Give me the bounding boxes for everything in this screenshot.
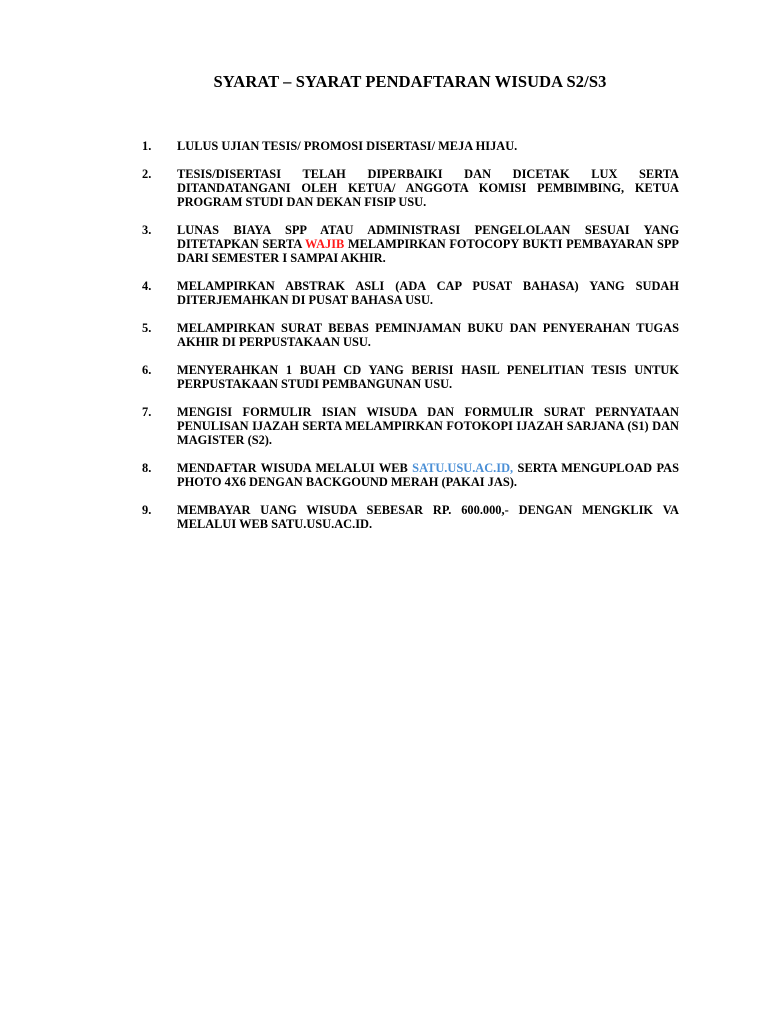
item-text: MENYERAHKAN 1 BUAH CD YANG BERISI HASIL PENELITIAN TESIS UNTUK PERPUSTAKAAN STUDI PEMBANGUNAN USU. [177, 363, 679, 391]
item-text-before: MENDAFTAR WISUDA MELALUI WEB [177, 461, 413, 475]
item-text: MENGISI FORMULIR ISIAN WISUDA DAN FORMULIR SURAT PERNYATAAN PENULISAN IJAZAH SERTA MELAMPIRKAN FOTOKOPI IJAZAH SARJANA (S1) DAN MAGISTER (S2). [177, 405, 679, 447]
item-number: 4. [142, 279, 152, 293]
list-item [142, 503, 679, 531]
item-text [177, 223, 679, 265]
list-item [142, 223, 679, 265]
requirements-list [142, 139, 679, 545]
list-item [142, 363, 679, 391]
list-item [142, 139, 679, 153]
item-text-after: SERTA MENGUPLOAD PAS PHOTO 4X6 DENGAN BACKGOUND MERAH (PAKAI JAS). [177, 461, 679, 489]
item-text: LULUS UJIAN TESIS/ PROMOSI DISERTASI/ MEJA HIJAU. [177, 139, 518, 153]
item-number: 8. [142, 461, 152, 475]
item-number: 9. [142, 503, 152, 517]
item-text: MELAMPIRKAN SURAT BEBAS PEMINJAMAN BUKU DAN PENYERAHAN TUGAS AKHIR DI PERPUSTAKAAN USU. [177, 321, 679, 349]
item-text: MELAMPIRKAN ABSTRAK ASLI (ADA CAP PUSAT BAHASA) YANG SUDAH DITERJEMAHKAN DI PUSAT BAHASA USU. [177, 279, 679, 307]
list-item [142, 405, 679, 447]
item-number: 3. [142, 223, 152, 237]
list-item [142, 167, 679, 209]
list-item [142, 461, 679, 489]
item-number: 7. [142, 405, 152, 419]
item-text [177, 461, 679, 489]
item-text: MEMBAYAR UANG WISUDA SEBESAR RP. 600.000,- DENGAN MENGKLIK VA MELALUI WEB SATU.USU.AC.ID. [177, 503, 679, 531]
page-title: SYARAT – SYARAT PENDAFTARAN WISUDA S2/S3 [213, 72, 607, 91]
item-number: 6. [142, 363, 152, 377]
item-number: 1. [142, 139, 152, 153]
item-text-before: LUNAS BIAYA SPP ATAU ADMINISTRASI PENGELOLAAN SESUAI YANG DITETAPKAN SERTA [177, 223, 679, 251]
item-number: 5. [142, 321, 152, 335]
item-number: 2. [142, 167, 152, 181]
list-item [142, 321, 679, 349]
list-item [142, 279, 679, 307]
item-text-after: MELAMPIRKAN FOTOCOPY BUKTI PEMBAYARAN SPP DARI SEMESTER I SAMPAI AKHIR. [177, 237, 679, 265]
wajib-highlight: WAJIB [305, 237, 345, 251]
item-text: TESIS/DISERTASI TELAH DIPERBAIKI DAN DICETAK LUX SERTA DITANDATANGANI OLEH KETUA/ ANGGOTA KOMISI PEMBIMBING, KETUA PROGRAM STUDI DAN DEKAN FISIP USU. [177, 167, 679, 209]
website-link[interactable]: SATU.USU.AC.ID, [412, 461, 514, 475]
